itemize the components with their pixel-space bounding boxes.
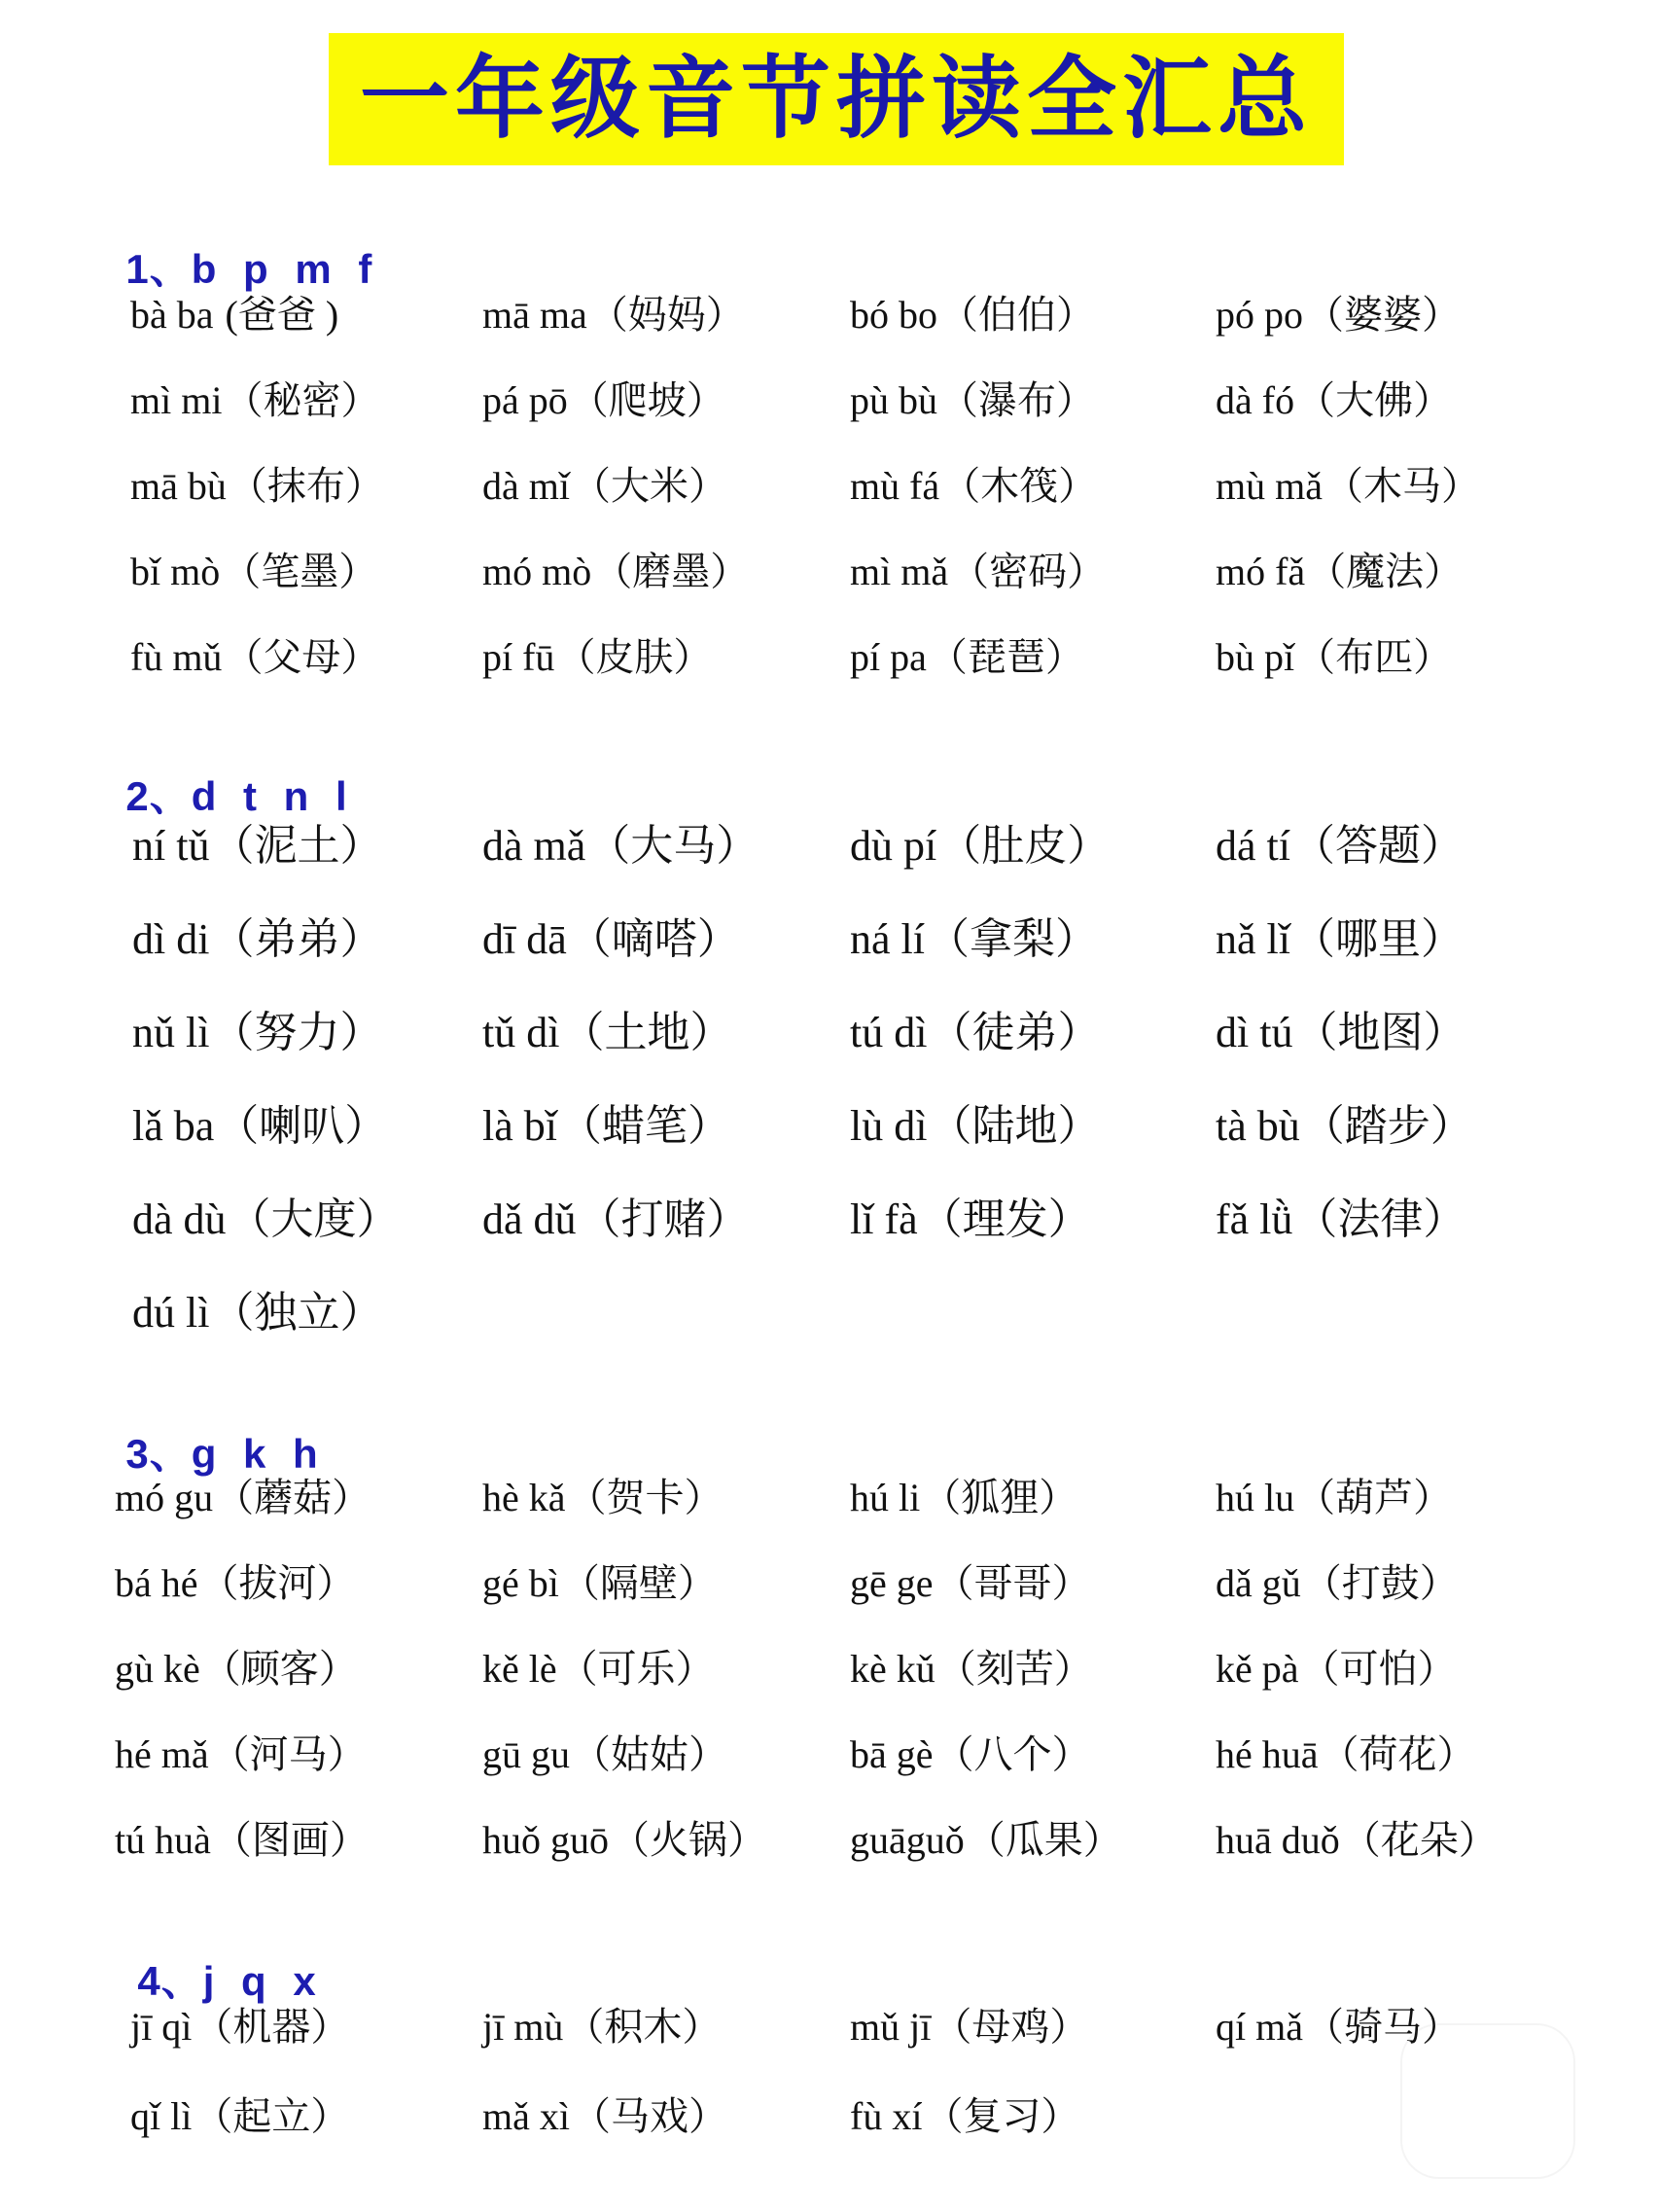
- hanzi: （土地）: [561, 1009, 733, 1056]
- hanzi: （肚皮）: [938, 822, 1111, 870]
- table-row: [0, 1195, 1659, 1257]
- list-item: [482, 293, 745, 337]
- hanzi: （复习）: [924, 2094, 1080, 2138]
- pinyin: mù fá: [850, 464, 940, 508]
- hanzi: （独立）: [211, 1289, 383, 1337]
- hanzi: （打赌）: [578, 1195, 750, 1243]
- list-item: [1216, 293, 1461, 337]
- list-item: [132, 915, 383, 963]
- hanzi: （葫芦）: [1296, 1476, 1453, 1519]
- list-item: [850, 293, 1095, 337]
- pinyin: bā gè: [850, 1732, 934, 1776]
- section-letters: b p m f: [191, 246, 380, 292]
- pinyin: gù kè: [115, 1647, 200, 1691]
- list-item: [1216, 1009, 1466, 1056]
- hanzi: （答题）: [1291, 822, 1464, 870]
- table-row: [0, 822, 1659, 883]
- pinyin: hú li: [850, 1476, 921, 1519]
- pinyin: gé bì: [482, 1561, 559, 1605]
- pinyin: dù pí: [850, 822, 937, 870]
- hanzi: (爸爸 ): [225, 293, 339, 337]
- hanzi: （妈妈）: [588, 293, 745, 337]
- hanzi: （布匹）: [1296, 635, 1453, 679]
- hanzi: （嘀嗒）: [568, 915, 740, 963]
- list-item: [130, 293, 339, 337]
- hanzi: （秘密）: [224, 378, 380, 422]
- pinyin: dà fó: [1216, 378, 1295, 422]
- list-item: [850, 1818, 1122, 1862]
- list-item: [1216, 915, 1464, 963]
- list-item: [1216, 1476, 1453, 1519]
- table-row: [0, 1732, 1659, 1794]
- hanzi: （机器）: [194, 2005, 350, 2049]
- hanzi: （蜡笔）: [558, 1102, 730, 1150]
- section-letters: j q x: [202, 1958, 324, 2004]
- pinyin: hè kǎ: [482, 1476, 566, 1519]
- pinyin: kè kǔ: [850, 1647, 935, 1691]
- hanzi: （婆婆）: [1305, 293, 1461, 337]
- pinyin: hé mǎ: [115, 1732, 209, 1776]
- pinyin: tú dì: [850, 1009, 928, 1056]
- pinyin: là bǐ: [482, 1102, 557, 1150]
- table-row: [0, 635, 1659, 696]
- list-item: [850, 915, 1098, 963]
- hanzi: （法律）: [1294, 1195, 1466, 1243]
- section-heading-jqx: [113, 1920, 324, 2002]
- pinyin: ná lí: [850, 915, 925, 963]
- list-item: [1216, 1102, 1473, 1150]
- list-item: [482, 2094, 727, 2138]
- list-item: [130, 2005, 350, 2049]
- hanzi: （踏步）: [1301, 1102, 1473, 1150]
- list-item: [482, 1009, 733, 1056]
- list-item: [482, 1102, 730, 1150]
- section-heading-gkh: [101, 1393, 326, 1475]
- pinyin: tú huà: [115, 1818, 211, 1862]
- hanzi: （可怕）: [1300, 1647, 1457, 1691]
- pinyin: pù bù: [850, 378, 937, 422]
- hanzi: （蘑菇）: [215, 1476, 371, 1519]
- list-item: [482, 1561, 717, 1605]
- hanzi: （贺卡）: [567, 1476, 724, 1519]
- hanzi: （抹布）: [228, 464, 384, 508]
- pinyin: mó mò: [482, 550, 592, 593]
- hanzi: （爬坡）: [569, 378, 725, 422]
- list-item: [850, 1561, 1091, 1605]
- hanzi: （花朵）: [1341, 1818, 1498, 1862]
- list-item: [132, 1009, 383, 1056]
- list-item: [482, 1647, 715, 1691]
- table-row: [0, 1102, 1659, 1163]
- table-row: [0, 1818, 1659, 1879]
- pinyin: mǔ jī: [850, 2005, 932, 2049]
- title-banner: [329, 33, 1344, 165]
- table-row: [0, 1009, 1659, 1070]
- hanzi: （木马）: [1324, 464, 1480, 508]
- pinyin: dì di: [132, 915, 210, 963]
- pinyin: pá pō: [482, 378, 568, 422]
- list-item: [1216, 378, 1453, 422]
- pinyin: gū gu: [482, 1732, 570, 1776]
- section-heading-dtnl: [101, 735, 355, 817]
- pinyin: mā ma: [482, 293, 587, 337]
- hanzi: （拿梨）: [926, 915, 1098, 963]
- table-row: [0, 378, 1659, 440]
- list-item: [115, 1476, 371, 1519]
- pinyin: mì mi: [130, 378, 223, 422]
- hanzi: （徒弟）: [929, 1009, 1101, 1056]
- list-item: [850, 2094, 1080, 2138]
- hanzi: （磨墨）: [593, 550, 750, 593]
- pinyin: bǐ mò: [130, 550, 221, 593]
- pinyin: bó bo: [850, 293, 937, 337]
- pinyin: hé huā: [1216, 1732, 1319, 1776]
- hanzi: （狐狸）: [922, 1476, 1078, 1519]
- hanzi: （图画）: [212, 1818, 369, 1862]
- list-item: [850, 1647, 1093, 1691]
- pinyin: qǐ lì: [130, 2094, 193, 2138]
- pinyin: tà bù: [1216, 1102, 1300, 1150]
- pinyin: qí mǎ: [1216, 2005, 1303, 2049]
- hanzi: （大度）: [228, 1195, 400, 1243]
- hanzi: （荷花）: [1320, 1732, 1476, 1776]
- pinyin: dǎ gǔ: [1216, 1561, 1301, 1605]
- list-item: [482, 822, 759, 870]
- hanzi: （魔法）: [1307, 550, 1464, 593]
- list-item: [850, 464, 1098, 508]
- pinyin: jī mù: [482, 2005, 564, 2049]
- hanzi: （密码）: [950, 550, 1107, 593]
- pinyin: bà ba: [130, 293, 214, 337]
- list-item: [132, 822, 383, 870]
- hanzi: （皮肤）: [556, 635, 713, 679]
- table-row: [0, 293, 1659, 354]
- hanzi: （大佛）: [1296, 378, 1453, 422]
- list-item: [132, 1102, 388, 1150]
- hanzi: （伯伯）: [939, 293, 1095, 337]
- pinyin: pó po: [1216, 293, 1303, 337]
- list-item: [850, 635, 1084, 679]
- pinyin: pí fū: [482, 635, 555, 679]
- pinyin: mǎ xì: [482, 2094, 570, 2138]
- hanzi: （隔壁）: [560, 1561, 717, 1605]
- hanzi: （骑马）: [1304, 2005, 1461, 2049]
- list-item: [482, 1732, 727, 1776]
- table-row: [0, 1289, 1659, 1350]
- section-heading-bpmf: [101, 208, 379, 290]
- hanzi: （瓜果）: [966, 1818, 1122, 1862]
- list-item: [482, 464, 727, 508]
- pinyin: guāguǒ: [850, 1818, 965, 1862]
- pinyin: gē ge: [850, 1561, 934, 1605]
- hanzi: （笔墨）: [222, 550, 378, 593]
- pinyin: jī qì: [130, 2005, 193, 2049]
- hanzi: （起立）: [194, 2094, 350, 2138]
- list-item: [482, 1195, 750, 1243]
- list-item: [1216, 550, 1464, 593]
- hanzi: （哥哥）: [935, 1561, 1091, 1605]
- table-row: [0, 464, 1659, 525]
- pinyin: lù dì: [850, 1102, 928, 1150]
- list-item: [130, 378, 380, 422]
- faint-watermark: [1400, 2023, 1575, 2179]
- list-item: [850, 1732, 1091, 1776]
- hanzi: （拔河）: [199, 1561, 356, 1605]
- list-item: [130, 635, 380, 679]
- pinyin: kě lè: [482, 1647, 557, 1691]
- pinyin: huā duǒ: [1216, 1818, 1340, 1862]
- pinyin: ní tǔ: [132, 822, 210, 870]
- pinyin: lǎ ba: [132, 1102, 215, 1150]
- page-title: 一年级音节拼读全汇总: [359, 47, 1313, 151]
- pinyin: dà dù: [132, 1195, 227, 1243]
- list-item: [130, 464, 384, 508]
- hanzi: （河马）: [210, 1732, 367, 1776]
- hanzi: （父母）: [224, 635, 380, 679]
- table-row: [0, 1561, 1659, 1623]
- section-number: 4、: [137, 1958, 203, 2004]
- hanzi: （琵琶）: [928, 635, 1084, 679]
- hanzi: （木筏）: [941, 464, 1098, 508]
- list-item: [482, 915, 740, 963]
- hanzi: （姑姑）: [572, 1732, 727, 1776]
- section-number: 2、: [125, 773, 192, 819]
- list-item: [850, 378, 1095, 422]
- table-row: [0, 915, 1659, 977]
- pinyin: mó gu: [115, 1476, 214, 1519]
- list-item: [1216, 1647, 1457, 1691]
- list-item: [1216, 1732, 1476, 1776]
- pinyin: mì mǎ: [850, 550, 949, 593]
- list-item: [132, 1195, 400, 1243]
- list-item: [850, 1102, 1101, 1150]
- list-item: [482, 550, 750, 593]
- list-item: [482, 378, 725, 422]
- list-item: [850, 1476, 1078, 1519]
- hanzi: （刻苦）: [936, 1647, 1093, 1691]
- section-number: 1、: [125, 246, 192, 292]
- pinyin: fǎ lǜ: [1216, 1195, 1293, 1243]
- list-item: [130, 2094, 350, 2138]
- list-item: [850, 1195, 1091, 1243]
- hanzi: （弟弟）: [211, 915, 383, 963]
- table-row: [0, 1476, 1659, 1537]
- list-item: [1216, 635, 1453, 679]
- list-item: [850, 822, 1111, 870]
- pinyin: dú lì: [132, 1289, 210, 1337]
- hanzi: （打鼓）: [1302, 1561, 1459, 1605]
- list-item: [115, 1647, 358, 1691]
- hanzi: （可乐）: [558, 1647, 715, 1691]
- pinyin: nǔ lì: [132, 1009, 210, 1056]
- section-letters: d t n l: [191, 773, 355, 819]
- pinyin: hú lu: [1216, 1476, 1295, 1519]
- hanzi: （理发）: [919, 1195, 1091, 1243]
- pinyin: pí pa: [850, 635, 927, 679]
- list-item: [850, 2005, 1089, 2049]
- list-item: [115, 1818, 369, 1862]
- pinyin: dá tí: [1216, 822, 1290, 870]
- hanzi: （喇叭）: [216, 1102, 388, 1150]
- pinyin: lǐ fà: [850, 1195, 918, 1243]
- list-item: [115, 1732, 367, 1776]
- list-item: [482, 1476, 724, 1519]
- hanzi: （大马）: [587, 822, 759, 870]
- hanzi: （瀑布）: [939, 378, 1095, 422]
- hanzi: （大米）: [571, 464, 727, 508]
- pinyin: bù pǐ: [1216, 635, 1295, 679]
- list-item: [482, 1818, 766, 1862]
- hanzi: （努力）: [211, 1009, 383, 1056]
- table-row: [0, 550, 1659, 611]
- list-item: [482, 635, 713, 679]
- hanzi: （顾客）: [201, 1647, 358, 1691]
- hanzi: （火锅）: [611, 1818, 766, 1862]
- hanzi: （母鸡）: [933, 2005, 1089, 2049]
- pinyin: fù mǔ: [130, 635, 223, 679]
- pinyin: huǒ guō: [482, 1818, 609, 1862]
- pinyin: dī dā: [482, 915, 567, 963]
- list-item: [1216, 1561, 1459, 1605]
- list-item: [1216, 1818, 1498, 1862]
- pinyin: mó fǎ: [1216, 550, 1306, 593]
- pinyin: bá hé: [115, 1561, 198, 1605]
- hanzi: （地图）: [1294, 1009, 1466, 1056]
- pinyin: tǔ dì: [482, 1009, 560, 1056]
- hanzi: （陆地）: [929, 1102, 1101, 1150]
- list-item: [1216, 822, 1464, 870]
- list-item: [850, 1009, 1101, 1056]
- pinyin: dǎ dǔ: [482, 1195, 577, 1243]
- pinyin: mā bù: [130, 464, 227, 508]
- section-letters: g k h: [191, 1431, 326, 1477]
- pinyin: dì tú: [1216, 1009, 1293, 1056]
- section-number: 3、: [125, 1431, 192, 1477]
- hanzi: （八个）: [935, 1732, 1091, 1776]
- list-item: [130, 550, 378, 593]
- list-item: [850, 550, 1107, 593]
- table-row: [0, 1647, 1659, 1708]
- list-item: [1216, 464, 1480, 508]
- pinyin: fù xí: [850, 2094, 923, 2138]
- pinyin: dà mǐ: [482, 464, 570, 508]
- hanzi: （泥土）: [211, 822, 383, 870]
- pinyin: mù mǎ: [1216, 464, 1323, 508]
- list-item: [1216, 1195, 1466, 1243]
- list-item: [132, 1289, 383, 1337]
- hanzi: （积木）: [565, 2005, 722, 2049]
- list-item: [482, 2005, 722, 2049]
- hanzi: （哪里）: [1291, 915, 1464, 963]
- pinyin: dà mǎ: [482, 822, 586, 870]
- list-item: [115, 1561, 356, 1605]
- pinyin: nǎ lǐ: [1216, 915, 1290, 963]
- pinyin: kě pà: [1216, 1647, 1299, 1691]
- hanzi: （马戏）: [571, 2094, 727, 2138]
